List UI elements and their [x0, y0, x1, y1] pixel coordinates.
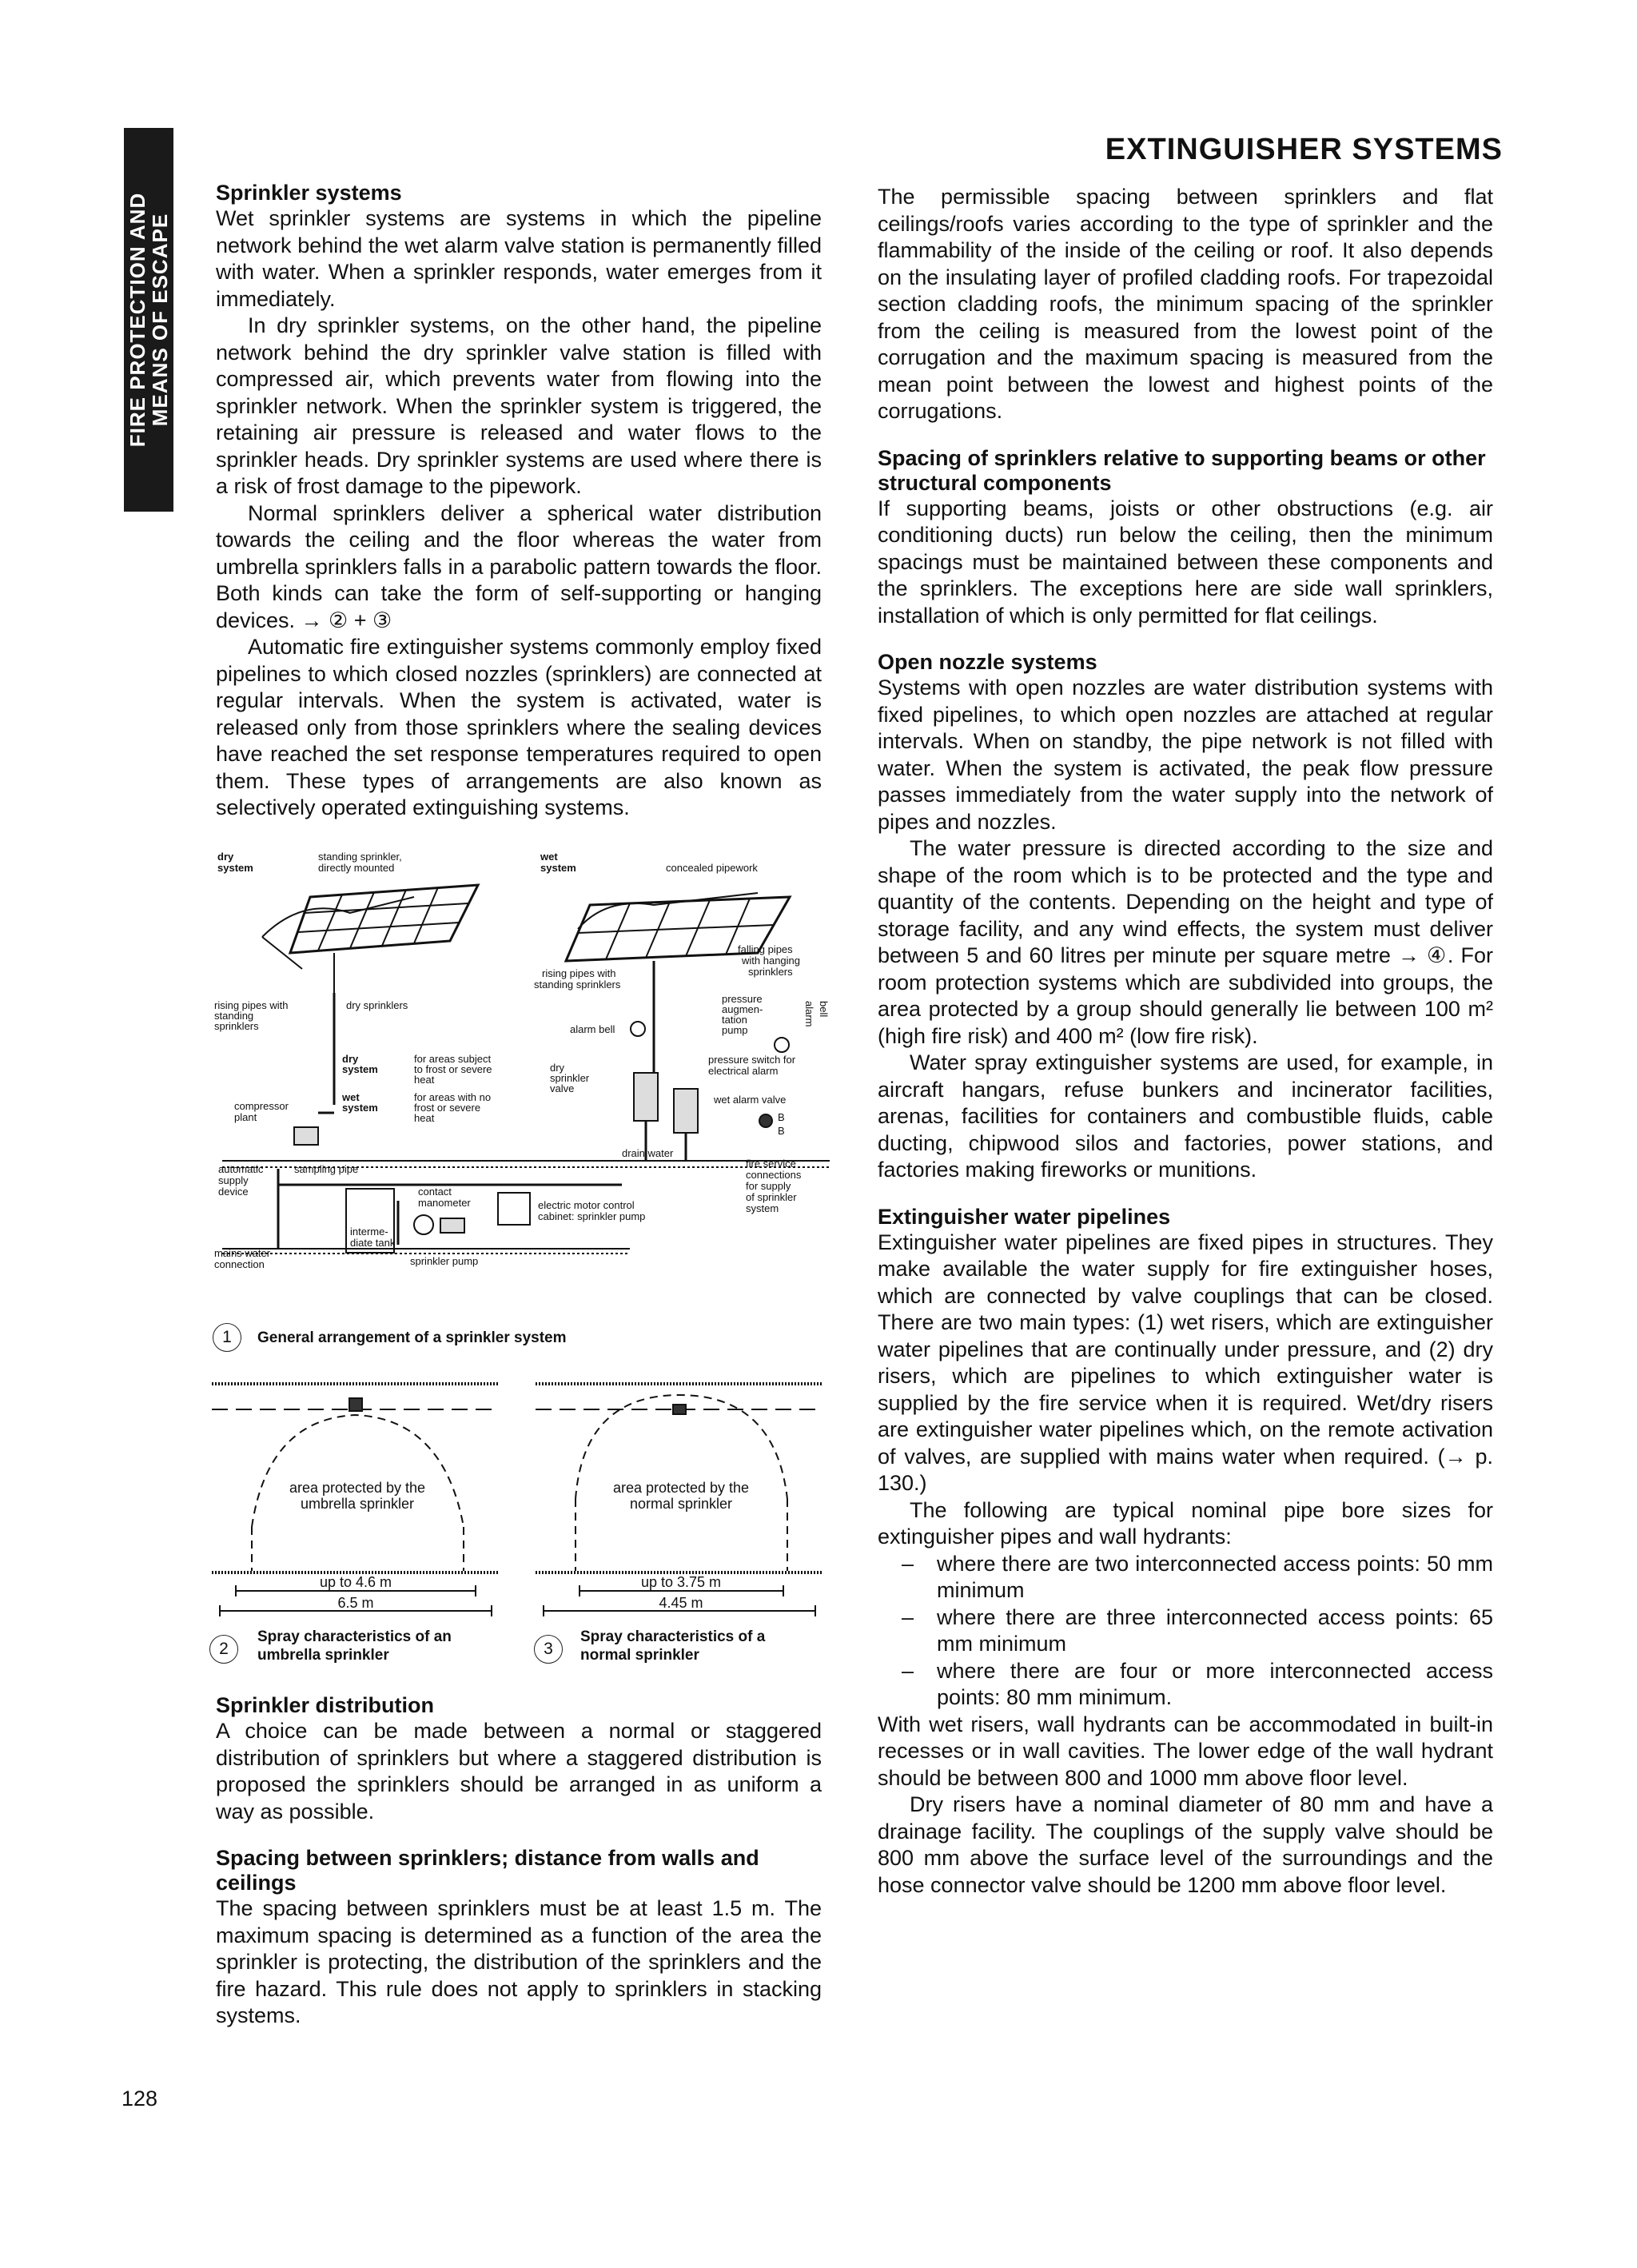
label-rising-dry-2: standing — [214, 1010, 254, 1022]
figure2-caption-line1: Spray characteristics of an — [257, 1628, 452, 1645]
pipelines-text: Extinguisher water pipelines are fixed pipes in structures. They make available the water supply for fire extinguisher hoses, which are connected by valve couplings that can be closed. There are two main types: (1) wet risers, which are extinguisher water pipelines that are continually under pressure, and (2) dry risers, which are pipelines to which extinguisher water is supplied by the fire service when it is required. Wet/dry risers are extinguisher water pipelines which, on the remote activation of valves, are supplied with mains water when required. (→ p. 130.) — [878, 1230, 1493, 1495]
figure-sprinkler-arrangement — [214, 849, 838, 1333]
label-manometer: manometer — [418, 1197, 471, 1209]
normal-spray-diagram — [536, 1379, 831, 1639]
umbrella-dim-outer: 6.5 m — [337, 1595, 374, 1611]
label-contact: contact — [418, 1186, 452, 1198]
label-electric-motor: electric motor control — [538, 1199, 635, 1211]
legend-dry-desc-2: to frost or severe — [414, 1063, 492, 1075]
label-mains-water: mains water — [214, 1247, 271, 1259]
legend-wet-desc-3: heat — [414, 1112, 435, 1124]
section-tab-text — [126, 193, 171, 447]
umbrella-area-label: area protected by the — [289, 1480, 426, 1496]
label-compressor: compressor — [234, 1100, 289, 1112]
paragraph-sprinkler-types: Normal sprinklers deliver a spherical water distribution towards the ceiling and the floor whereas the water from umbrella sprinklers falls in a parabolic pattern towards the floor. Both kinds can take the form of self-supporting or hanging devices. → ② + ③ — [216, 500, 822, 632]
umbrella-area-label-2: umbrella sprinkler — [300, 1496, 415, 1512]
label-dry-valve: dry — [550, 1062, 565, 1074]
label-falling-pipes-2: with hanging — [742, 955, 800, 967]
legend-dry-desc: for areas subject — [414, 1053, 492, 1065]
figure-normal-spray — [536, 1379, 831, 1643]
page-number: 128 — [121, 2087, 158, 2111]
figure2-caption — [257, 1628, 452, 1664]
figure1-number: 1 — [213, 1323, 241, 1352]
label-rising-dry: rising pipes with — [214, 999, 289, 1011]
figure3-number: 3 — [534, 1635, 563, 1664]
label-wet-system: wet — [540, 851, 558, 863]
label-b1: B — [778, 1111, 785, 1123]
label-bell-vertical: bell — [818, 1001, 830, 1018]
sprinkler-systems-heading: Sprinkler systems — [216, 181, 402, 205]
label-wet-system-2: system — [540, 862, 576, 874]
label-b2: B — [778, 1125, 785, 1137]
list-item: – where there are three interconnected access points: 65 mm minimum — [878, 1604, 1493, 1658]
label-wet-alarm-valve: wet alarm valve — [714, 1094, 787, 1106]
label-tation: tation — [722, 1014, 747, 1026]
list-item: – where there are two interconnected access points: 50 mm minimum — [878, 1551, 1493, 1604]
figure3-caption-line2: normal sprinkler — [580, 1647, 699, 1664]
legend-wet: wet — [342, 1091, 360, 1103]
sprinkler-distribution-heading: Sprinkler distribution — [216, 1693, 435, 1717]
open-nozzle-text-3: Water spray extinguisher systems are used, for example, in aircraft hangars, refuse bunkers and incinerator facilities, arenas, facilities for containers and combustible fluids, cable ducting, chipwood silos and factories, power stations, and factories making fireworks or munitions. — [878, 1050, 1493, 1182]
label-dry-sprinklers: dry sprinklers — [346, 999, 408, 1011]
bore-list — [878, 1551, 1493, 1712]
label-fire-service-3: for supply — [746, 1180, 791, 1192]
label-standing-sprinkler: standing sprinkler, — [318, 851, 402, 863]
spacing-text: The spacing between sprinklers must be at least 1.5 m. The maximum spacing is determined as a function of the area the sprinkler is protecting, the distribution of the sprinklers and the fire hazard. This rule does not apply to sprinklers in stacking systems. — [216, 1896, 822, 2027]
list-item: – where there are four or more interconnected access points: 80 mm minimum. — [878, 1658, 1493, 1712]
label-automatic: automatic — [218, 1163, 264, 1175]
paragraph-wet-systems: Wet sprinkler systems are systems in which the pipeline network behind the wet alarm valve station is permanently filled with water. When a sprinkler responds, water emerges from it immediately. — [216, 206, 822, 311]
spacing-heading: Spacing between sprinklers; distance from walls and ceilings — [216, 1846, 759, 1895]
left-column-top — [216, 181, 822, 822]
sprinkler-system-diagram — [214, 849, 838, 1329]
label-alarm-vertical: alarm — [803, 1001, 815, 1027]
dry-risers-text: Dry risers have a nominal diameter of 80 mm and have a drainage facility. The couplings of the supply valve should be 800 mm above the surface level of the surroundings and the hose connector valve should be 1200 mm above floor level. — [878, 1792, 1493, 1897]
section-tab-line1: FIRE PROTECTION AND — [125, 192, 150, 448]
umbrella-dim-inner: up to 4.6 m — [319, 1574, 392, 1590]
pipelines-heading: Extinguisher water pipelines — [878, 1204, 1171, 1229]
beams-heading: Spacing of sprinklers relative to supporting beams or other structural components — [878, 445, 1486, 495]
spacing-ceilings-text: The permissible spacing between sprinklers and flat ceilings/roofs varies according to the type of sprinkler and the flammability of the inside of the ceiling or roof. It also depends on the insulating layer of profiled cladding roofs. For trapezoidal section cladding roofs, the minimum spacing of the sprinkler from the ceiling is measured from the lowest point of the corrugation and the maximum spacing is measured from the mean point between the lowest and highest points of the corrugations. — [878, 185, 1493, 423]
legend-dry-desc-3: heat — [414, 1074, 435, 1086]
label-dry-system: dry — [217, 851, 234, 863]
figure3-caption-line1: Spray characteristics of a — [580, 1628, 766, 1645]
paragraph-dry-systems: In dry sprinkler systems, on the other hand, the pipeline network behind the dry sprinkler valve station is filled with compressed air, which prevents water from flowing into the sprinkler network. When the sprinkler system is triggered, the retaining air pressure is released and water flows to the sprinkler heads. Dry sprinkler systems are used where there is a risk of frost damage to the pipework. — [216, 313, 822, 498]
open-nozzle-heading: Open nozzle systems — [878, 650, 1097, 674]
paragraph-automatic-systems: Automatic fire extinguisher systems commonly employ fixed pipelines to which closed nozzles (sprinklers) are connected at regular intervals. When the system is activated, water is released only from those sprinklers where the sealing devices have reached the set response temperatures required to open them. These types of arrangements are also known as selectively operated extinguishing systems. — [216, 635, 822, 819]
label-fire-service-5: system — [746, 1202, 779, 1214]
label-automatic-2: supply — [218, 1174, 249, 1186]
label-pump: pump — [722, 1024, 748, 1036]
beams-text: If supporting beams, joists or other obstructions (e.g. air conditioning ducts) run below the ceiling, then the minimum spacings must be maintained between these components and the sprinklers. The exceptions here are side wall sprinklers, installation of which is only permitted for flat ceilings. — [878, 496, 1493, 628]
label-alarm-bell: alarm bell — [570, 1023, 615, 1035]
label-drain-water: drain water — [622, 1147, 674, 1159]
label-dry-system-2: system — [217, 862, 253, 874]
label-sprinkler-pump: sprinkler pump — [410, 1255, 479, 1267]
label-rising-wet-2: standing sprinklers — [534, 979, 621, 991]
label-compressor-2: plant — [234, 1111, 257, 1123]
label-dry-valve-2: sprinkler — [550, 1072, 590, 1084]
label-fire-service-2: connections — [746, 1169, 802, 1181]
sprinkler-distribution-text: A choice can be made between a normal or staggered distribution of sprinklers but where a staggered distribution is proposed the sprinklers should be arranged in as uniform a way as possible. — [216, 1719, 822, 1824]
normal-area-label-2: normal sprinkler — [629, 1496, 733, 1512]
normal-dim-inner: up to 3.75 m — [640, 1574, 722, 1590]
legend-wet-desc-2: frost or severe — [414, 1102, 481, 1114]
figure2-caption-line2: umbrella sprinkler — [257, 1647, 389, 1664]
label-falling-pipes: falling pipes — [738, 943, 793, 955]
label-directly-mounted: directly mounted — [318, 862, 395, 874]
label-intermediate: interme- — [350, 1226, 388, 1238]
legend-dry: dry — [342, 1053, 359, 1065]
left-column-bottom — [216, 1693, 822, 2030]
label-fire-service: fire service — [746, 1158, 796, 1170]
label-concealed-pipework: concealed pipework — [666, 862, 758, 874]
legend-dry-2: system — [342, 1063, 378, 1075]
normal-area-label: area protected by the — [612, 1480, 750, 1496]
label-intermediate-2: diate tank — [350, 1237, 396, 1249]
label-falling-pipes-3: sprinklers — [748, 966, 793, 978]
label-pressure-switch: pressure switch for — [708, 1054, 796, 1066]
label-pressure: pressure — [722, 993, 763, 1005]
wet-risers-text: With wet risers, wall hydrants can be accommodated in built-in recesses or in wall cavities. The lower edge of the wall hydrant should be between 800 and 1000 mm above floor level. — [878, 1712, 1493, 1790]
figure1-caption: General arrangement of a sprinkler system — [257, 1329, 567, 1346]
label-rising-dry-3: sprinklers — [214, 1020, 259, 1032]
label-automatic-3: device — [218, 1186, 249, 1198]
figure-umbrella-spray — [212, 1379, 508, 1643]
label-mains-connection: connection — [214, 1258, 265, 1270]
label-sampling-pipe: sampling pipe — [294, 1163, 359, 1175]
figure3-caption — [580, 1628, 765, 1664]
normal-dim-outer: 4.45 m — [659, 1595, 703, 1611]
page-title: EXTINGUISHER SYSTEMS — [1105, 133, 1503, 166]
section-tab-line2: MEANS OF ESCAPE — [148, 213, 173, 427]
open-nozzle-text: Systems with open nozzles are water distribution systems with fixed pipelines, to which open nozzles are attached at regular intervals. When on standby, the pipe network is not filled with water. When the system is activated, the peak flow pressure passes immediately from the water supply into the network of pipes and nozzles. — [878, 676, 1493, 834]
label-augmentation: augmen- — [722, 1003, 763, 1015]
legend-wet-2: system — [342, 1102, 378, 1114]
bore-intro: The following are typical nominal pipe bore sizes for extinguisher pipes and wall hydrants: — [878, 1497, 1493, 1549]
right-column — [878, 184, 1493, 1899]
label-electrical-alarm: electrical alarm — [708, 1065, 779, 1077]
section-tab — [124, 128, 173, 512]
label-dry-valve-3: valve — [550, 1082, 575, 1094]
label-fire-service-4: of sprinkler — [746, 1191, 797, 1203]
legend-wet-desc: for areas with no — [414, 1091, 492, 1103]
label-electric-motor-2: cabinet: sprinkler pump — [538, 1210, 646, 1222]
label-rising-wet: rising pipes with — [542, 967, 616, 979]
open-nozzle-text-2: The water pressure is directed according to the size and shape of the room which is to be protected and the type and quantity of the contents. Depending on the height and type of storage facility, and any wind effects, the system must deliver between 5 and 60 litres per minute per square metre → ④. For room protection systems which are subdivided into groups, the area protected by a group should generally lie between 100 m² (high fire risk) and 400 m² (low fire risk). — [878, 836, 1493, 1048]
umbrella-spray-diagram — [212, 1379, 508, 1639]
figure2-number: 2 — [209, 1635, 238, 1664]
